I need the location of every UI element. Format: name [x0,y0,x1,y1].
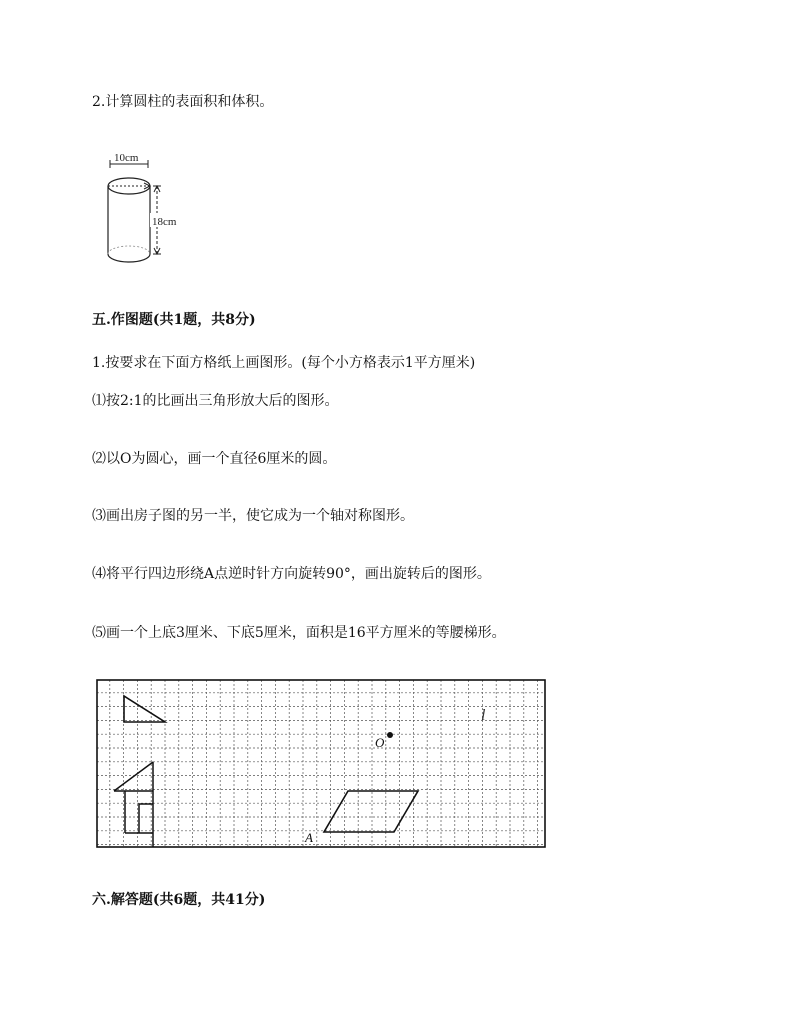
cylinder-figure [100,150,200,270]
cylinder-bottom [108,254,150,262]
axis-l-label: l [481,707,486,724]
drawing-item-2: ⑵以O为圆心，画一个直径6厘米的圆。 [92,451,337,467]
grid-paper [96,679,546,848]
drawing-item-5: ⑸画一个上底3厘米、下底5厘米，面积是16平方厘米的等腰梯形。 [92,625,506,641]
parallelogram-shape [324,791,418,832]
drawing-item-4: ⑷将平行四边形绕A点逆时针方向旋转90°，画出旋转后的图形。 [92,566,491,582]
section-5-title: 五.作图题(共1题，共8分) [92,312,256,328]
grid-border [97,680,545,847]
point-o-label: O [375,735,385,750]
question-2-text: 2.计算圆柱的表面积和体积。 [92,94,274,110]
point-o-dot [387,732,393,738]
house-half-shape [114,762,153,847]
drawing-item-3: ⑶画出房子图的另一半，使它成为一个轴对称图形。 [92,508,414,524]
drawing-question-1-text: 1.按要求在下面方格纸上画图形。(每个小方格表示1平方厘米) [92,355,476,371]
point-a-label: A [305,830,313,845]
drawing-item-1: ⑴按2:1的比画出三角形放大后的图形。 [92,393,339,409]
height-label: 18cm [152,216,177,228]
grid-lines [97,680,545,847]
section-6-title: 六.解答题(共6题，共41分) [92,892,266,908]
diameter-label: 10cm [114,152,139,164]
triangle-shape [124,696,165,722]
